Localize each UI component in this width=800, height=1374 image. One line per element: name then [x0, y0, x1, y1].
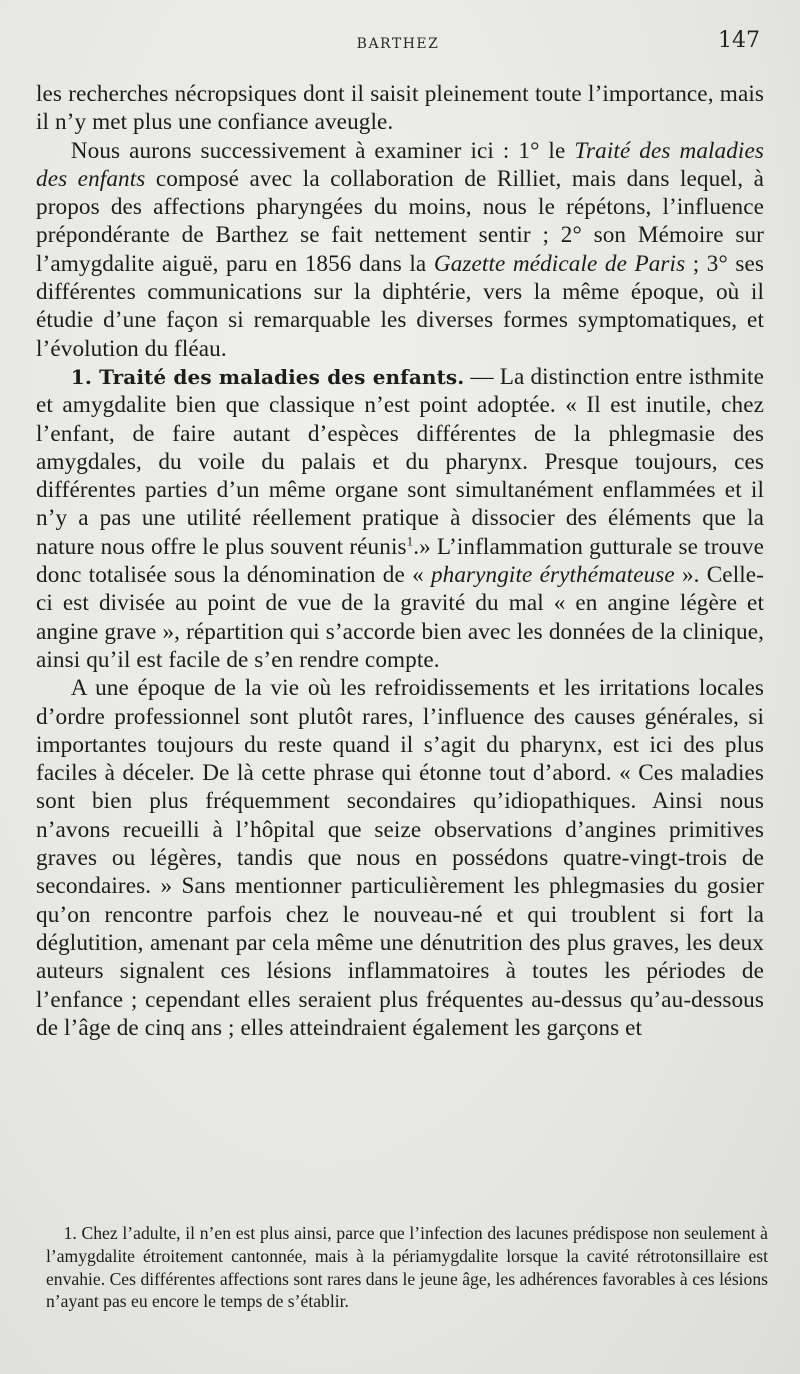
running-title: BARTHEZ: [356, 36, 440, 52]
paragraph-3-text-c: ». Celle-ci est divisée au point de vue de la gravité du mal « en angine légère et angine grave », répartition qui s’accorde bien avec les données de la clinique, ainsi qu’il est facile de s’en rendre compte.: [36, 562, 764, 673]
paragraph-2-text-a: Nous aurons successivement à examiner ici : 1° le: [70, 137, 575, 164]
paragraph-4: [36, 674, 764, 1042]
paragraph-2: [36, 137, 764, 363]
paragraph-4-text: A une époque de la vie où les refroidissements et les irritations locales d’ordre professionnel sont plutôt rares, l’influence des causes générales, si importantes toujours du reste quand il s’agit du pharynx, est ici des plus faciles à déceler. De là cette phrase qui étonne tout d’abord. « Ces maladies sont bien plus fréquemment secondaires qu’idiopathiques. Ainsi nous n’avons recueilli à l’hôpital que seize observations d’angines primitives graves ou légères, tandis que nous en possédons quatre-vingt-trois de secondaires. » Sans mentionner particulièrement les phlegmasies du gosier qu’on rencontre parfois chez le nouveau-né et qui troublent si fort la déglutition, amenant par cela même une dénutrition des plus graves, les deux auteurs signalent ces lésions inflammatoires à toutes les périodes de l’enfance ; cependant elles seraient plus fréquentes au-dessus qu’au-dessous de l’âge de cinq ans ; elles atteindraient également les garçons et: [36, 675, 764, 1041]
footnote-text: 1. Chez l’adulte, il n’en est plus ainsi, parce que l’infection des lacunes prédispose non seulement à l’amygdalite étroitement cantonnée, mais à la périamygdalite lorsque la cavité rétrotonsillaire est envahie. Ces différentes affections sont rares dans le jeune âge, les adhérences favorables à ces lésions n’ayant pas eu encore le temps de s’établir.: [46, 1223, 768, 1312]
paragraph-3: [36, 363, 764, 674]
body-text: [36, 80, 764, 1042]
paragraph-2-text-b: composé avec la collaboration de Rilliet, mais dans lequel, à propos des affections pharyngées du moins, nous le répétons, l’influence prépondérante de Barthez se fait nettement sentir ; 2° son Mémoire sur l’amygdalite aiguë, paru en 1856 dans la: [36, 165, 764, 277]
paragraph-3-text-a: — La distinction entre isthmite et amygdalite bien que classique n’est point adoptée. « Il est inutile, chez l’enfant, de faire autant d’espèces différentes de la phlegmasie des amygdales, du voile du palais et du pharynx. Presque toujours, ces différentes parties d’un même organe sont simultanément enflammées et il n’y a pas une utilité réellement pratique à dissocier des éléments que la nature nous offre le plus souvent réunis: [36, 363, 764, 560]
footnote: [46, 1222, 768, 1313]
footnote-reference: 1: [406, 533, 414, 549]
paragraph-2-text-c: ; 3° ses différentes communications sur la diphtérie, vers la même époque, où il étudie d’une façon si remarquable les diverses formes symptomatiques, et l’évolution du fléau.: [36, 250, 764, 362]
paragraph-1-text: les recherches nécropsiques dont il saisit pleinement toute l’importance, mais il n’y met plus une confiance aveugle.: [36, 81, 764, 136]
section-heading: 1. Traité des maladies des enfants.: [70, 364, 465, 389]
journal-title-italic: Gazette médicale de Paris: [433, 250, 686, 277]
running-head: [36, 28, 760, 58]
paragraph-1: [36, 80, 764, 137]
book-title-italic: Traité des maladies des enfants: [36, 137, 764, 192]
paragraph-3-text-b: .» L’inflammation gutturale se trouve donc totalisée sous la dénomination de «: [36, 533, 764, 589]
page-number: 147: [718, 28, 760, 53]
term-italic: pharyngite érythémateuse: [430, 562, 675, 589]
